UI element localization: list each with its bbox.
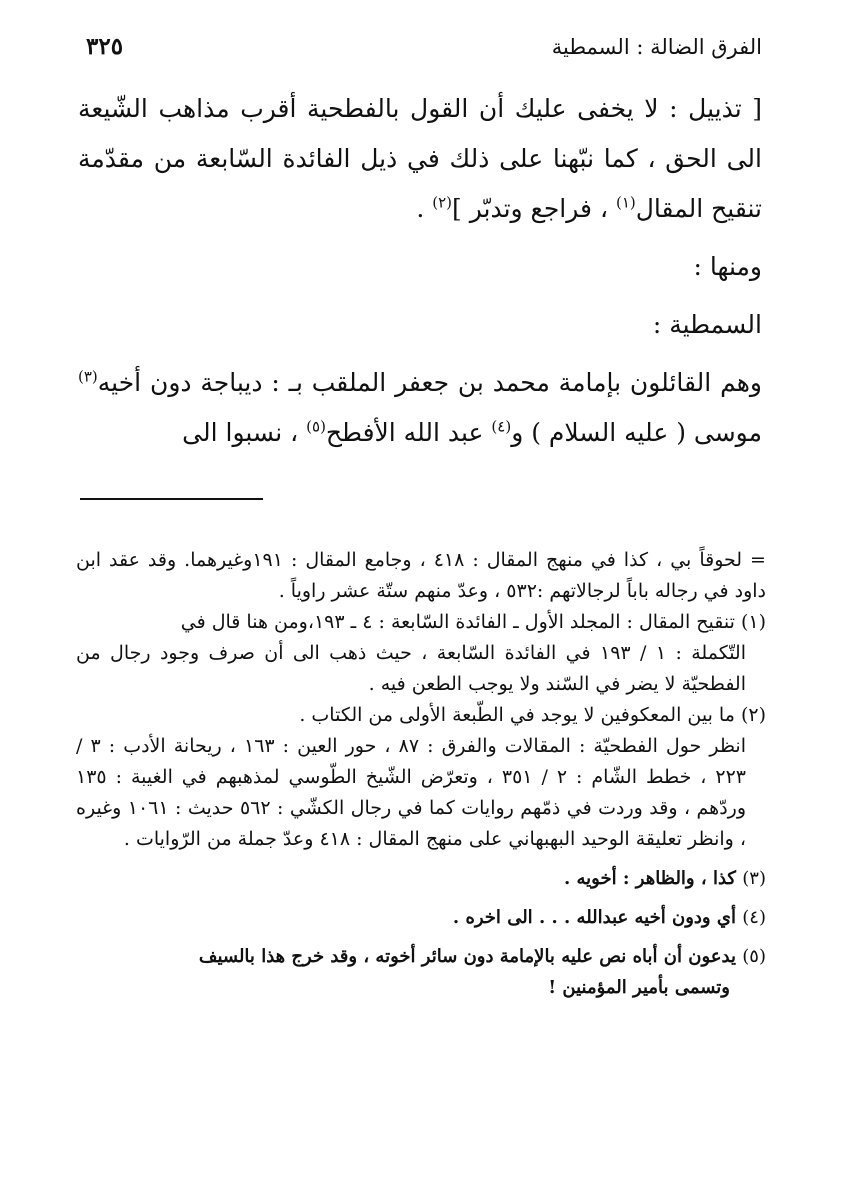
footnote-1 xyxy=(76,607,766,638)
sect-text-c: عبد الله الأفطح xyxy=(325,418,484,447)
footnote-ref-5: (٥) xyxy=(306,417,326,436)
footnote-2-number: (٢) xyxy=(740,704,766,726)
footnote-1-continuation: التّكملة : ١ / ١٩٣ في الفائدة السّابعة ، حيث ذهب الى أن صرف وجود رجال من الفطحيّة لا يضر في السّند ولا يوجب الطعن فيه . xyxy=(76,642,746,695)
sect-text-d: ، نسبوا الى xyxy=(182,418,299,447)
footnote-1-number: (١) xyxy=(740,611,766,633)
footnote-5-continuation: وتسمى بأمير المؤمنين ! xyxy=(548,977,730,998)
footnote-ref-3: (٣) xyxy=(78,367,98,386)
sect-text-a: وهم القائلون بإمامة محمد بن جعفر الملقب بـ : ديباجة دون أخيه xyxy=(97,368,762,397)
footnote-3-text: كذا ، والظاهر : أخويه . xyxy=(563,868,736,889)
running-title: الفرق الضالة : السمطية xyxy=(551,35,762,59)
footnote-3-number: (٣) xyxy=(742,868,766,889)
appendix-paragraph xyxy=(78,84,762,234)
appendix-text-tail: ، فراجع وتدبّر ] xyxy=(452,194,609,223)
footnote-ref-4: (٤) xyxy=(491,417,512,436)
footnote-4-number: (٤) xyxy=(742,907,766,928)
footnote-5-number: (٥) xyxy=(742,946,766,967)
footnote-2-continuation: انظر حول الفطحيّة : المقالات والفرق : ٨٧ ، حور العين : ١٦٣ ، ريحانة الأدب : ٣ / ٢٢٣ ، خطط الشّام : ٢ / ٣٥١ ، وتعرّض الشّيخ الطّوسي لمذهبهم في الغيبة : ١٣٥ وردّهم ، وقد وردت في ذمّهم روايات كما في رجال الكشّي : ٥٦٢ حديث : ١٠٦١ وغيره ، وانظر تعليقة الوحيد البهبهاني على منهج المقال : ٤١٨ وعدّ جملة من الرّوايات . xyxy=(76,735,746,850)
footnote-ref-1: (١) xyxy=(615,193,636,212)
footnote-5 xyxy=(76,941,766,972)
footnote-1-text: تنقيح المقال : المجلد الأول ـ الفائدة السّابعة : ٤ ـ ١٩٣،ومن هنا قال في xyxy=(180,611,735,633)
appendix-end: . xyxy=(416,194,425,223)
footnote-continuation: = لحوقاً بي ، كذا في منهج المقال : ٤١٨ ، وجامع المقال : ١٩١وغيرهما. وقد عقد ابن داود في رجاله باباً لرجالاتهم :٥٣٢ ، وعدّ منهم ستّة عشر راوياً . xyxy=(76,549,766,602)
section-heading: السمطية : xyxy=(652,310,762,339)
main-text xyxy=(78,84,762,458)
appendix-text: [ تذييل : لا يخفى عليك أن القول بالفطحية أقرب مذاهب الشّيعة الى الحق ، كما نبّهنا على ذلك في ذيل الفائدة السّابعة من مقدّمة تنقيح المقال xyxy=(78,94,762,223)
sect-text-b: موسى ( عليه السلام ) و xyxy=(511,418,762,447)
page-header xyxy=(78,30,762,66)
sect-description xyxy=(78,358,762,458)
footnote-5-text: يدعون أن أباه نص عليه بالإمامة دون سائر أخوته ، وقد خرج هذا بالسيف xyxy=(198,946,736,967)
section-lead: ومنها : xyxy=(693,252,762,281)
footnote-2 xyxy=(76,700,766,731)
footnote-4 xyxy=(76,902,766,933)
footnote-4-text: أي ودون أخيه عبدالله . . . الى اخره . xyxy=(452,907,736,928)
footnote-ref-2: (٢) xyxy=(432,193,452,212)
footnote-2-text: ما بين المعكوفين لا يوجد في الطّبعة الأولى من الكتاب . xyxy=(299,704,735,726)
footnotes xyxy=(76,545,766,1003)
footnote-separator xyxy=(80,498,263,500)
page-number: ٣٢٥ xyxy=(86,33,124,60)
footnote-3 xyxy=(76,863,766,894)
